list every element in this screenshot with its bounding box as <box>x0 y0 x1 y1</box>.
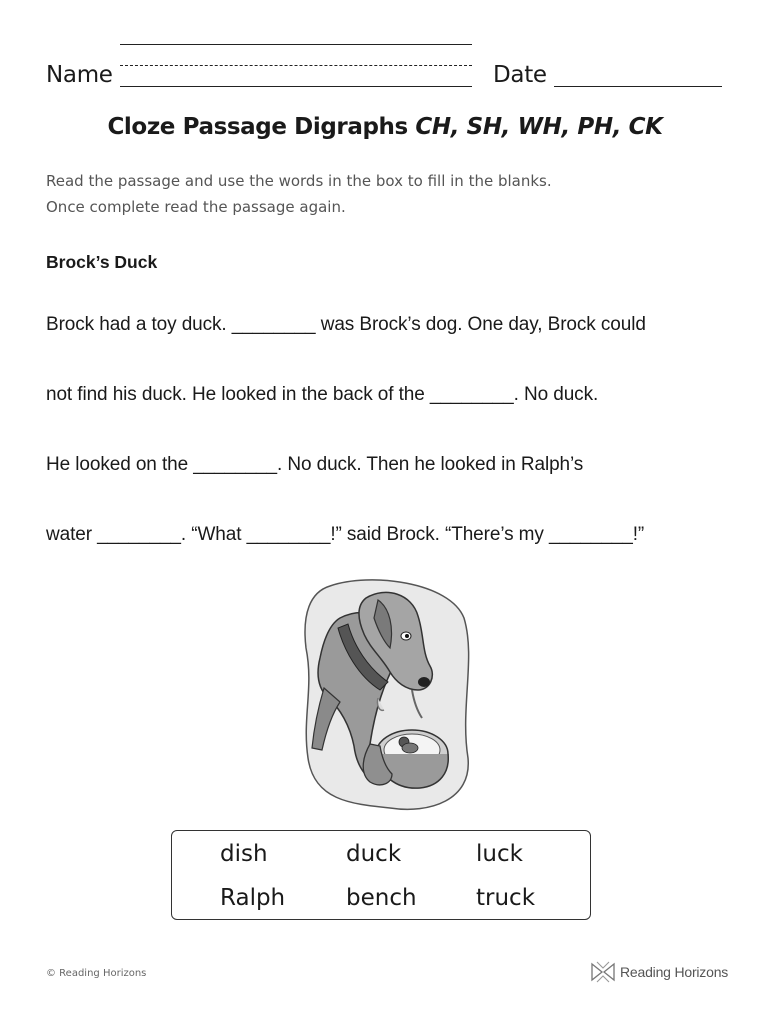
title-digraphs: CH, SH, WH, PH, CK <box>415 114 663 140</box>
name-label: Name <box>46 62 113 88</box>
word-bank-box <box>171 830 591 920</box>
name-guide-dashed-line <box>120 65 472 66</box>
word-bank-word: truck <box>476 885 536 911</box>
passage-line-3: He looked on the ________. No duck. Then he looked in Ralph’s <box>46 454 584 475</box>
name-guide-top-line <box>120 44 472 45</box>
passage-line-1: Brock had a toy duck. ________ was Brock’s dog. One day, Brock could <box>46 314 646 335</box>
instruction-line-1: Read the passage and use the words in the box to fill in the blanks. <box>46 172 552 190</box>
instruction-line-2: Once complete read the passage again. <box>46 198 346 216</box>
date-write-line[interactable] <box>554 86 722 87</box>
passage-line-2: not find his duck. He looked in the back of the ________. No duck. <box>46 384 599 405</box>
brand-name: Reading Horizons <box>620 964 729 980</box>
word-bank-word: Ralph <box>220 885 286 911</box>
title-main: Cloze Passage Digraphs <box>107 114 416 140</box>
word-bank-word: bench <box>346 885 417 911</box>
word-bank-word: dish <box>220 841 268 867</box>
reading-horizons-logo-icon <box>590 960 616 984</box>
date-label: Date <box>493 62 547 88</box>
copyright-text: © Reading Horizons <box>46 968 147 979</box>
word-bank-word: luck <box>476 841 523 867</box>
story-title: Brock’s Duck <box>46 252 158 272</box>
name-write-line[interactable] <box>120 86 472 87</box>
page-title <box>0 114 770 140</box>
brand-logo <box>590 958 728 986</box>
dog-drinking-illustration-icon <box>300 578 472 814</box>
word-bank-word: duck <box>346 841 402 867</box>
passage-line-4: water ________. “What ________!” said Brock. “There’s my ________!” <box>46 524 645 545</box>
